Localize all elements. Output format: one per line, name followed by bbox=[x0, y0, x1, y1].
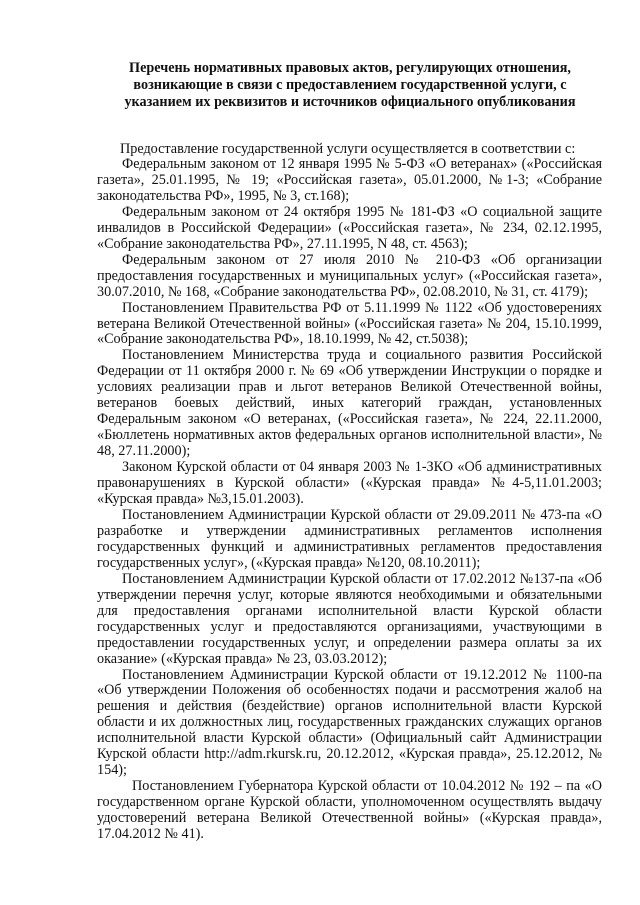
legal-act-paragraph: Постановлением Администрации Курской области от 17.02.2012 №137-па «Об утверждении перечня услуг, которые являются необходимыми и обязательными для предоставления органами исполнительной власти Курской области государственных услуг и предоставляются организациями, участвующими в предоставлении государственных услуг, и определении размера оплаты за их оказание» («Курская правда» № 23, 03.03.2012); bbox=[97, 570, 602, 667]
title-line: указанием их реквизитов и источников официального опубликования bbox=[124, 94, 576, 110]
legal-act-paragraph: Постановлением Администрации Курской области от 19.12.2012 № 1100-па «Об утверждении Положения об особенностях подачи и рассмотрения жалоб на решения и действия (бездействие) органов исполнительной власти Курской области и их должностных лиц, государственных гражданских служащих органов исполнительной власти Курской области» (Официальный сайт Администрации Курской области http://adm.rkursk.ru, 20.12.2012, «Курская правда», 25.12.2012, № 154); bbox=[97, 666, 602, 779]
legal-acts-list bbox=[97, 157, 602, 843]
title-line: Перечень нормативных правовых актов, регулирующих отношения, bbox=[129, 60, 571, 76]
legal-act-paragraph: Постановлением Министерства труда и социального развития Российской Федерации от 11 октября 2000 г. № 69 «Об утверждении Инструкции о порядке и условиях реализации прав и льгот ветеранов Великой Отечественной войны, ветеранов боевых действий, иных категорий граждан, установленных Федеральным законом «О ветеранах, («Российская газета», № 224, 22.11.2000, «Бюллетень нормативных актов федеральных органов исполнительной власти», № 48, 27.11.2000); bbox=[97, 347, 602, 460]
legal-act-paragraph: Постановлением Губернатора Курской области от 10.04.2012 № 192 – па «О государственном органе Курской области, уполномоченном осуществлять выдачу удостоверений ветерана Великой Отечественной войны» («Курская правда», 17.04.2012 № 41). bbox=[97, 778, 602, 843]
document-title bbox=[100, 60, 600, 111]
legal-act-paragraph: Законом Курской области от 04 января 2003 № 1-ЗКО «Об административных правонарушениях в Курской области» («Курская правда» №4-5,11.01.2003; «Курская правда» №3,15.01.2003). bbox=[97, 459, 602, 508]
legal-act-paragraph: Постановлением Администрации Курской области от 29.09.2011 № 473-па «О разработке и утверждении административных регламентов исполнения государственных функций и административных регламентов предоставления государственных услуг», («Курская правда» №120, 08.10.2011); bbox=[97, 506, 602, 571]
legal-act-paragraph: Федеральным законом от 12 января 1995 № 5-ФЗ «О ветеранах» («Российская газета», 25.01.1995, № 19; «Российская газета», 05.01.2000, №1-3; «Собрание законодательства РФ», 1995, № 3, ст.168); bbox=[97, 156, 602, 204]
legal-act-paragraph: Федеральным законом от 24 октября 1995 № 181-ФЗ «О социальной защите инвалидов в Российской Федерации» («Российская газета», № 234, 02.12.1995, «Собрание законодательства РФ», 27.11.1995, N 48, ст. 4563); bbox=[97, 203, 602, 252]
intro-paragraph: Предоставление государственной услуги осуществляется в соответствии с: bbox=[120, 141, 576, 157]
legal-act-paragraph: Постановлением Правительства РФ от 5.11.1999 № 1122 «Об удостоверениях ветерана Великой Отечественной войны» («Российская газета» № 204, 15.10.1999, «Собрание законодательства РФ», 18.10.1999, № 42, ст.5038); bbox=[97, 299, 602, 348]
title-line: возникающие в связи с предоставлением государственной услуги, с bbox=[133, 77, 567, 93]
legal-act-paragraph: Федеральным законом от 27 июля 2010 № 210-ФЗ «Об организации предоставления государственных и муниципальных услуг» («Российская газета», 30.07.2010, № 168, «Собрание законодательства РФ», 02.08.2010, № 31, ст. 4179); bbox=[97, 251, 602, 300]
